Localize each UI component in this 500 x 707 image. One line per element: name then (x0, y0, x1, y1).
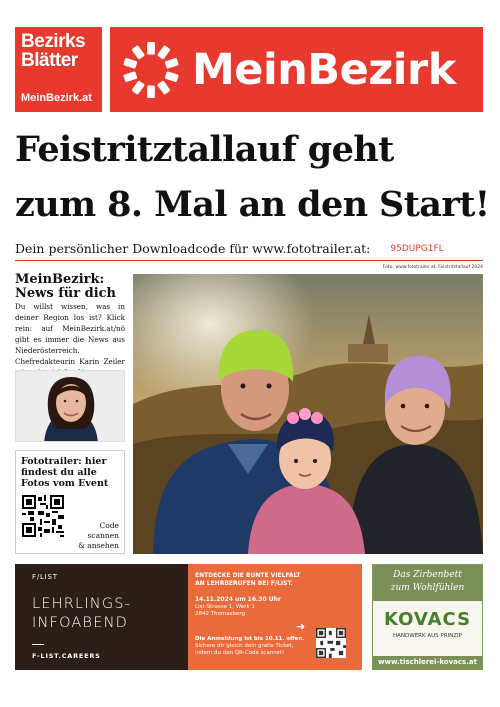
flist-note-bold: Die Anmeldung ist bis 10.11. offen. (195, 636, 305, 642)
download-code: 95DUPG1FL (390, 244, 444, 254)
kovacs-url[interactable]: www.tischlerei-kovacs.at (373, 656, 482, 669)
logo-site: MeinBezirk.at (21, 92, 92, 104)
arrow-right-icon: ➜ (296, 620, 306, 633)
meinbezirk-logo (110, 27, 483, 112)
flist-address-1: List-Strasse 1, Werk 1 (195, 604, 255, 610)
flist-headline (195, 572, 355, 588)
flist-note (195, 636, 305, 657)
flist-url[interactable]: F-LIST.CAREERS (32, 652, 101, 660)
logo-line-2: Blätter (21, 50, 78, 71)
flist-note-2: indem du den QR-Code scannst! (195, 650, 285, 656)
scan-line-1: Code (99, 521, 119, 530)
qr-code-icon[interactable] (316, 628, 346, 658)
headline-line-2: zum 8. Mal an den Start! (15, 184, 490, 225)
fototrailer-title: Fototrailer: hier findest du alle Fotos vom Event (21, 456, 109, 489)
news-title-line-1: MeinBezirk: (15, 272, 105, 287)
bezirksblaetter-logo (15, 27, 102, 112)
flist-headline-2: AN LEHRBERUFEN BEI F/LIST. (195, 580, 293, 587)
flist-address-2: 2842 Thomasberg (195, 611, 246, 617)
headline-line-1: Feistritztallauf geht (15, 129, 394, 170)
headline (15, 122, 490, 232)
download-code-line (15, 241, 483, 261)
flist-ad-right[interactable] (188, 564, 362, 670)
flist-ad-left[interactable] (15, 564, 188, 670)
kovacs-slogan (373, 565, 482, 601)
news-text: Du willst wissen, was in deiner Region los ist? Klick rein: auf MeinBezirk.at/nö gibt es immer die News aus Niederösterreich. Chefredakteurin Karin Zeiler (15, 302, 125, 366)
download-label: Dein persönlicher Downloadcode für www.fototrailer.at: (15, 241, 371, 256)
fototrailer-box (15, 450, 125, 554)
kovacs-ad[interactable] (372, 564, 483, 670)
news-title-line-2: News für dich (15, 286, 117, 301)
logo-line-1: Bezirks (21, 31, 86, 52)
photo-credit: Foto: www.fototrailer.at, Feistritztallauf 2024 (382, 265, 483, 270)
flist-event-line-1: LEHRLINGS- (32, 596, 132, 612)
editor-portrait (15, 370, 125, 442)
event-photo (133, 274, 483, 554)
flist-brand: F/LIST (32, 573, 58, 581)
news-title (15, 273, 116, 301)
kovacs-tagline: HANDWERK AUS PRINZIP (393, 633, 462, 639)
brand-name: MeinBezirk (192, 44, 456, 95)
scan-instruction (78, 521, 119, 551)
qr-code-icon[interactable] (22, 495, 64, 537)
flist-date: 14.11.2024 um 16.30 Uhr (195, 596, 281, 603)
flist-event-title (32, 595, 131, 633)
kovacs-slogan-1: Das Zirbenbett (393, 570, 462, 580)
flist-divider (32, 644, 44, 645)
scan-line-2: scannen (87, 531, 119, 540)
sun-burst-icon (122, 41, 180, 99)
kovacs-slogan-2: zum Wohlfühlen (390, 583, 465, 593)
flist-note-1: Sichere dir gleich dein gratis Ticket, (195, 643, 294, 649)
flist-headline-1: ENTDECKE DIE BUNTE VIELFALT (195, 572, 301, 579)
flist-event-line-2: INFOABEND (32, 615, 129, 631)
kovacs-name: KOVACS (383, 609, 472, 630)
scan-line-3: & ansehen (78, 541, 119, 550)
